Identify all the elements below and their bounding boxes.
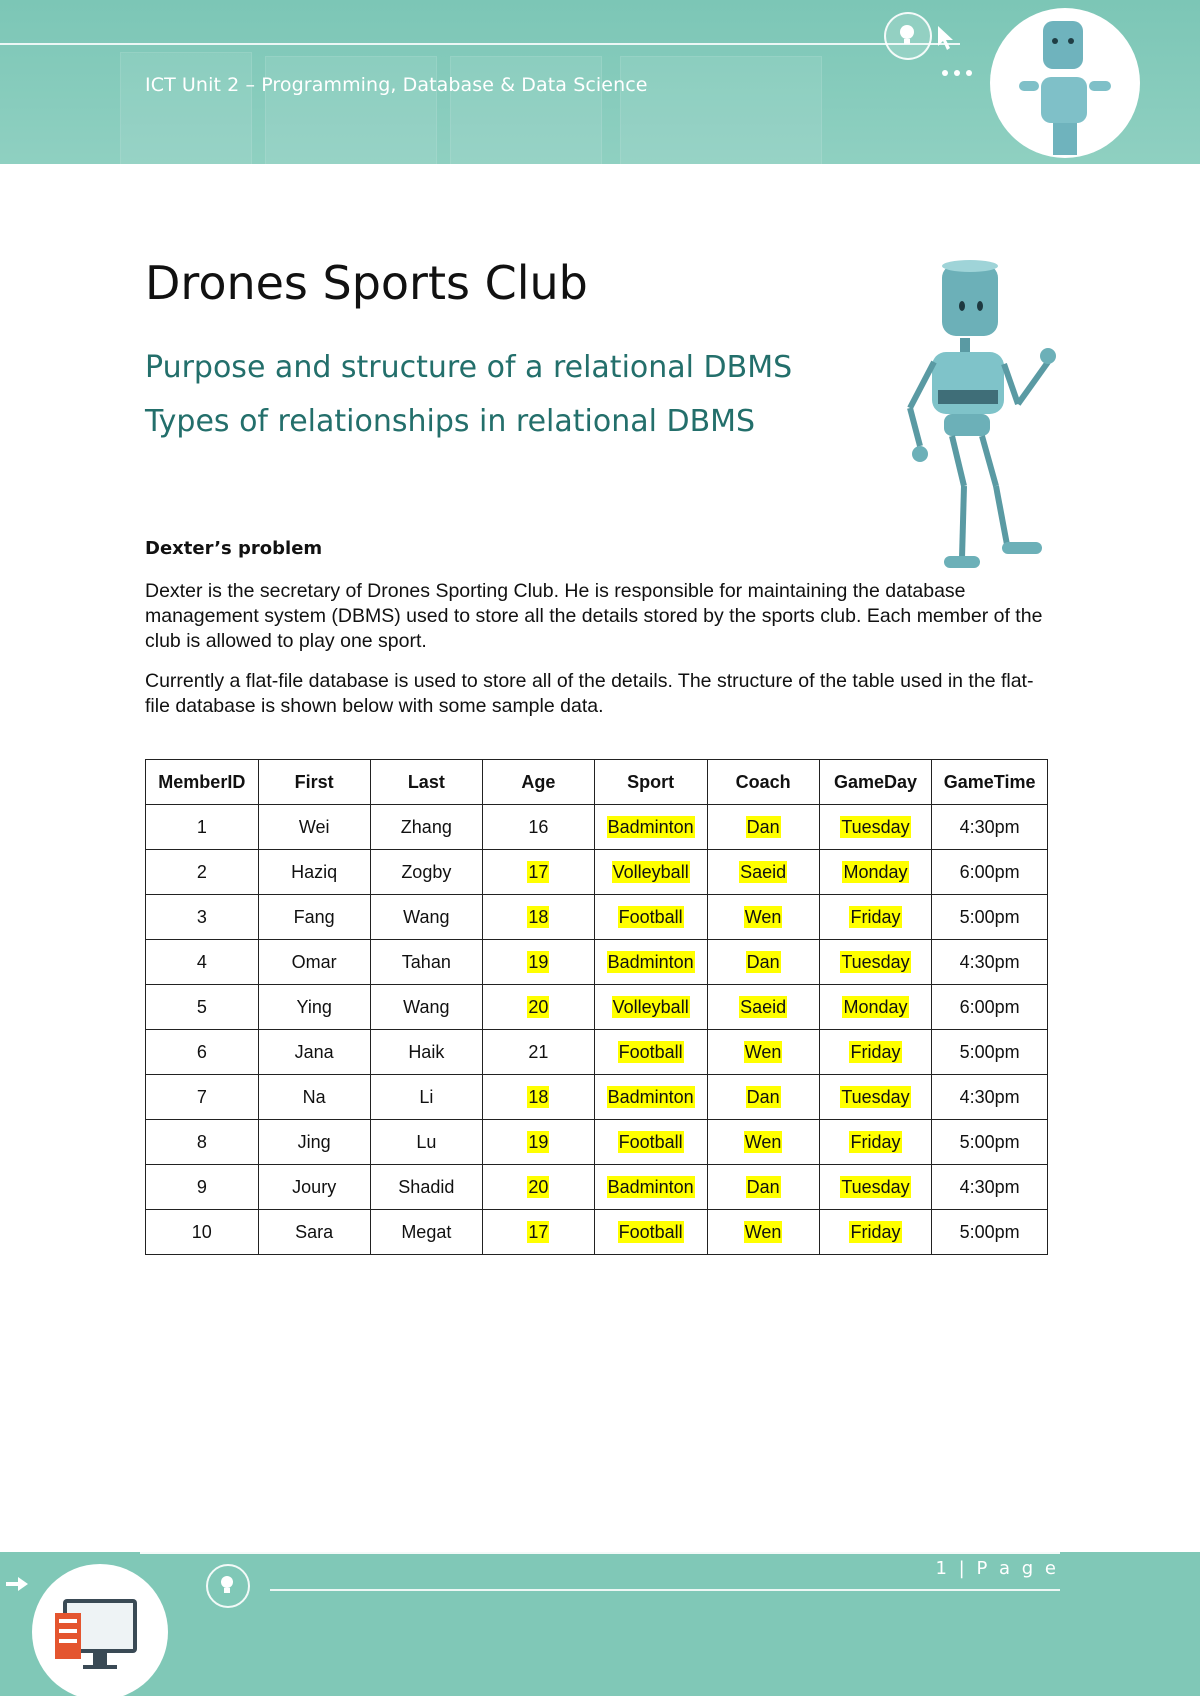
table-row — [146, 895, 1048, 940]
cell-gametime — [932, 850, 1048, 895]
table-row — [146, 1120, 1048, 1165]
cell-memberid-text: 10 — [191, 1221, 212, 1242]
cell-memberid — [146, 985, 259, 1030]
table-row — [146, 805, 1048, 850]
page-number: 1 | P a g e — [935, 1558, 1059, 1579]
cell-coach — [707, 940, 819, 985]
cell-last-text: Tahan — [401, 951, 451, 972]
cell-first — [258, 895, 370, 940]
cell-last — [370, 805, 482, 850]
cell-coach — [707, 1165, 819, 1210]
cell-memberid-text: 4 — [196, 951, 207, 972]
column-header-coach: Coach — [707, 760, 819, 805]
cell-gametime-text: 5:00pm — [959, 1131, 1020, 1152]
cell-memberid-text: 3 — [196, 906, 207, 927]
table-row — [146, 940, 1048, 985]
cell-age — [482, 940, 594, 985]
cell-coach-text: Saeid — [740, 861, 787, 882]
cell-memberid — [146, 940, 259, 985]
cell-coach — [707, 805, 819, 850]
column-header-sport: Sport — [594, 760, 707, 805]
column-header-gametime: GameTime — [932, 760, 1048, 805]
cell-coach — [707, 1210, 819, 1255]
cell-age-text: 19 — [528, 1131, 549, 1152]
cell-sport — [594, 1210, 707, 1255]
cell-gametime-text: 6:00pm — [959, 861, 1020, 882]
cell-memberid-text: 7 — [196, 1086, 207, 1107]
cell-gameday-text: Friday — [850, 1221, 901, 1242]
cell-gameday — [819, 985, 932, 1030]
robot-icon — [993, 11, 1137, 155]
cell-sport-text: Football — [618, 1131, 683, 1152]
footer-computer-badge — [32, 1564, 168, 1696]
cell-first-text: Wei — [298, 816, 330, 837]
cell-gameday-text: Monday — [843, 861, 908, 882]
cell-gameday-text: Tuesday — [841, 1176, 910, 1197]
cell-sport — [594, 1030, 707, 1075]
cell-age — [482, 850, 594, 895]
document-title: Drones Sports Club — [145, 256, 588, 310]
column-header-first: First — [258, 760, 370, 805]
cell-gameday-text: Tuesday — [841, 951, 910, 972]
subtitle-1: Purpose and structure of a relational DBMS — [145, 350, 793, 385]
footer-rule — [270, 1589, 1060, 1591]
cell-first-text: Jing — [297, 1131, 331, 1152]
cell-sport-text: Badminton — [607, 816, 694, 837]
cell-coach-text: Dan — [746, 1086, 780, 1107]
column-header-age: Age — [482, 760, 594, 805]
table-row — [146, 1210, 1048, 1255]
cell-first — [258, 1030, 370, 1075]
cell-coach — [707, 1120, 819, 1165]
cell-sport — [594, 805, 707, 850]
members-table — [145, 759, 1048, 1255]
cell-age — [482, 1030, 594, 1075]
cell-last-text: Zhang — [400, 816, 452, 837]
cell-age — [482, 1075, 594, 1120]
cell-gametime — [932, 1075, 1048, 1120]
cell-last-text: Wang — [403, 996, 450, 1017]
cell-sport — [594, 850, 707, 895]
cursor-icon — [935, 24, 957, 52]
cell-age-text: 18 — [528, 1086, 549, 1107]
cell-sport-text: Badminton — [607, 1176, 694, 1197]
cell-first — [258, 1120, 370, 1165]
cell-last-text: Wang — [403, 906, 450, 927]
cell-memberid — [146, 1030, 259, 1075]
column-header-gameday: GameDay — [819, 760, 932, 805]
cell-gametime — [932, 1030, 1048, 1075]
cell-sport-text: Badminton — [607, 951, 694, 972]
cell-memberid — [146, 1210, 259, 1255]
cell-last — [370, 1165, 482, 1210]
column-header-memberid: MemberID — [146, 760, 259, 805]
cell-coach — [707, 850, 819, 895]
lightbulb-icon — [884, 12, 932, 60]
cell-memberid — [146, 805, 259, 850]
table-row — [146, 1030, 1048, 1075]
cell-gameday — [819, 1210, 932, 1255]
cell-first — [258, 850, 370, 895]
cell-age-text: 16 — [528, 816, 549, 837]
header-title: ICT Unit 2 – Programming, Database & Data Science — [145, 74, 648, 96]
computer-icon — [35, 1567, 165, 1696]
paragraph-2: Currently a flat-file database is used to store all of the details. The structure of the table used in the flat-file database is shown below with some sample data. — [145, 670, 1034, 717]
cell-gameday — [819, 1165, 932, 1210]
cell-gametime-text: 4:30pm — [959, 1176, 1020, 1197]
cell-first-text: Fang — [293, 906, 335, 927]
cell-last-text: Shadid — [398, 1176, 455, 1197]
cell-memberid-text: 9 — [196, 1176, 207, 1197]
cell-memberid-text: 2 — [196, 861, 207, 882]
cell-age-text: 17 — [528, 861, 549, 882]
cell-sport-text: Football — [618, 1221, 683, 1242]
cell-gametime-text: 4:30pm — [959, 1086, 1020, 1107]
cell-coach-text: Dan — [746, 816, 780, 837]
cell-sport-text: Volleyball — [612, 996, 689, 1017]
cell-last — [370, 1030, 482, 1075]
column-header-last: Last — [370, 760, 482, 805]
cell-last — [370, 985, 482, 1030]
cell-gameday — [819, 940, 932, 985]
cell-coach-text: Wen — [744, 906, 782, 927]
cell-age — [482, 1210, 594, 1255]
cell-first-text: Jana — [294, 1041, 334, 1062]
cell-sport-text: Volleyball — [612, 861, 689, 882]
cell-last-text: Zogby — [401, 861, 452, 882]
page-header-band — [0, 0, 1200, 164]
cell-gameday-text: Friday — [850, 906, 901, 927]
cell-coach-text: Dan — [746, 1176, 780, 1197]
cell-first-text: Sara — [295, 1221, 334, 1242]
cell-age-text: 18 — [528, 906, 549, 927]
cell-sport-text: Badminton — [607, 1086, 694, 1107]
cell-gametime-text: 6:00pm — [959, 996, 1020, 1017]
cell-gameday-text: Monday — [843, 996, 908, 1017]
cell-memberid-text: 6 — [196, 1041, 207, 1062]
robot-illustration — [890, 258, 1070, 572]
cell-age — [482, 985, 594, 1030]
cell-age — [482, 805, 594, 850]
cell-sport — [594, 895, 707, 940]
cell-coach — [707, 1075, 819, 1120]
table-row — [146, 985, 1048, 1030]
cell-sport — [594, 985, 707, 1030]
cell-first — [258, 805, 370, 850]
cell-last-text: Li — [419, 1086, 434, 1107]
cell-coach-text: Wen — [744, 1041, 782, 1062]
header-decor-panel — [450, 56, 602, 164]
cell-age-text: 21 — [528, 1041, 549, 1062]
header-decor-panel — [265, 56, 437, 164]
cell-gametime — [932, 895, 1048, 940]
cell-coach-text: Wen — [744, 1221, 782, 1242]
cell-gametime — [932, 1120, 1048, 1165]
cell-coach-text: Wen — [744, 1131, 782, 1152]
cell-memberid — [146, 1075, 259, 1120]
cell-sport-text: Football — [618, 906, 683, 927]
cell-last-text: Haik — [408, 1041, 445, 1062]
cell-gametime — [932, 1165, 1048, 1210]
cell-memberid-text: 5 — [196, 996, 207, 1017]
section-heading: Dexter’s problem — [145, 538, 323, 559]
cell-sport-text: Football — [618, 1041, 683, 1062]
cell-coach — [707, 985, 819, 1030]
lightbulb-icon — [206, 1564, 250, 1608]
cell-last — [370, 1120, 482, 1165]
cell-coach — [707, 1030, 819, 1075]
cell-gametime — [932, 1210, 1048, 1255]
cell-gametime-text: 4:30pm — [959, 951, 1020, 972]
cell-first-text: Na — [302, 1086, 326, 1107]
cell-last — [370, 940, 482, 985]
cell-memberid — [146, 1120, 259, 1165]
cell-sport — [594, 940, 707, 985]
cell-first-text: Joury — [292, 1176, 337, 1197]
cell-gametime-text: 5:00pm — [959, 1041, 1020, 1062]
cell-gametime — [932, 985, 1048, 1030]
cell-last — [370, 895, 482, 940]
cell-age-text: 20 — [528, 1176, 549, 1197]
cell-gametime — [932, 940, 1048, 985]
cell-last — [370, 1075, 482, 1120]
cell-gameday — [819, 895, 932, 940]
cell-gametime-text: 5:00pm — [959, 1221, 1020, 1242]
table-header-row — [146, 760, 1048, 805]
cell-gametime-text: 4:30pm — [959, 816, 1020, 837]
header-decor-panel — [120, 52, 252, 164]
cell-first-text: Haziq — [291, 861, 338, 882]
header-robot-badge — [990, 8, 1140, 158]
header-rule — [0, 43, 960, 45]
cell-gametime-text: 5:00pm — [959, 906, 1020, 927]
cell-sport — [594, 1120, 707, 1165]
cell-gameday — [819, 850, 932, 895]
cell-gameday-text: Tuesday — [841, 816, 910, 837]
cell-age — [482, 1120, 594, 1165]
cell-first — [258, 985, 370, 1030]
cell-last-text: Megat — [401, 1221, 452, 1242]
swap-arrows-icon — [2, 1574, 32, 1600]
cell-age-text: 19 — [528, 951, 549, 972]
cell-coach-text: Saeid — [740, 996, 787, 1017]
cell-memberid — [146, 850, 259, 895]
cell-coach — [707, 895, 819, 940]
cell-gameday-text: Friday — [850, 1041, 901, 1062]
cell-gameday-text: Tuesday — [841, 1086, 910, 1107]
cell-gameday — [819, 1030, 932, 1075]
cell-memberid-text: 8 — [196, 1131, 207, 1152]
cell-gameday — [819, 1120, 932, 1165]
cell-sport — [594, 1075, 707, 1120]
dots-decor — [940, 68, 990, 78]
footer-rule-top — [140, 1552, 1060, 1554]
cell-gametime — [932, 805, 1048, 850]
cell-first — [258, 1165, 370, 1210]
cell-first-text: Omar — [291, 951, 337, 972]
cell-sport — [594, 1165, 707, 1210]
cell-age — [482, 1165, 594, 1210]
cell-gameday — [819, 805, 932, 850]
cell-gameday — [819, 1075, 932, 1120]
cell-last-text: Lu — [416, 1131, 437, 1152]
cell-last — [370, 1210, 482, 1255]
table-body — [146, 805, 1048, 1255]
cell-age — [482, 895, 594, 940]
subtitle-2: Types of relationships in relational DBMS — [145, 404, 756, 439]
cell-last — [370, 850, 482, 895]
header-decor-panel — [620, 56, 822, 164]
paragraph-1: Dexter is the secretary of Drones Sporting Club. He is responsible for maintaining the database management system (DBMS) used to store all the details stored by the sports club. Each member of the club is allowed to play one sport. — [145, 580, 1043, 652]
cell-memberid — [146, 895, 259, 940]
table-row — [146, 1165, 1048, 1210]
cell-memberid — [146, 1165, 259, 1210]
cell-first — [258, 940, 370, 985]
cell-gameday-text: Friday — [850, 1131, 901, 1152]
table-row — [146, 850, 1048, 895]
table-row — [146, 1075, 1048, 1120]
cell-age-text: 20 — [528, 996, 549, 1017]
cell-memberid-text: 1 — [196, 816, 207, 837]
page-footer-band — [0, 1552, 1200, 1696]
cell-first — [258, 1075, 370, 1120]
cell-first — [258, 1210, 370, 1255]
cell-coach-text: Dan — [746, 951, 780, 972]
cell-age-text: 17 — [528, 1221, 549, 1242]
cell-first-text: Ying — [296, 996, 332, 1017]
